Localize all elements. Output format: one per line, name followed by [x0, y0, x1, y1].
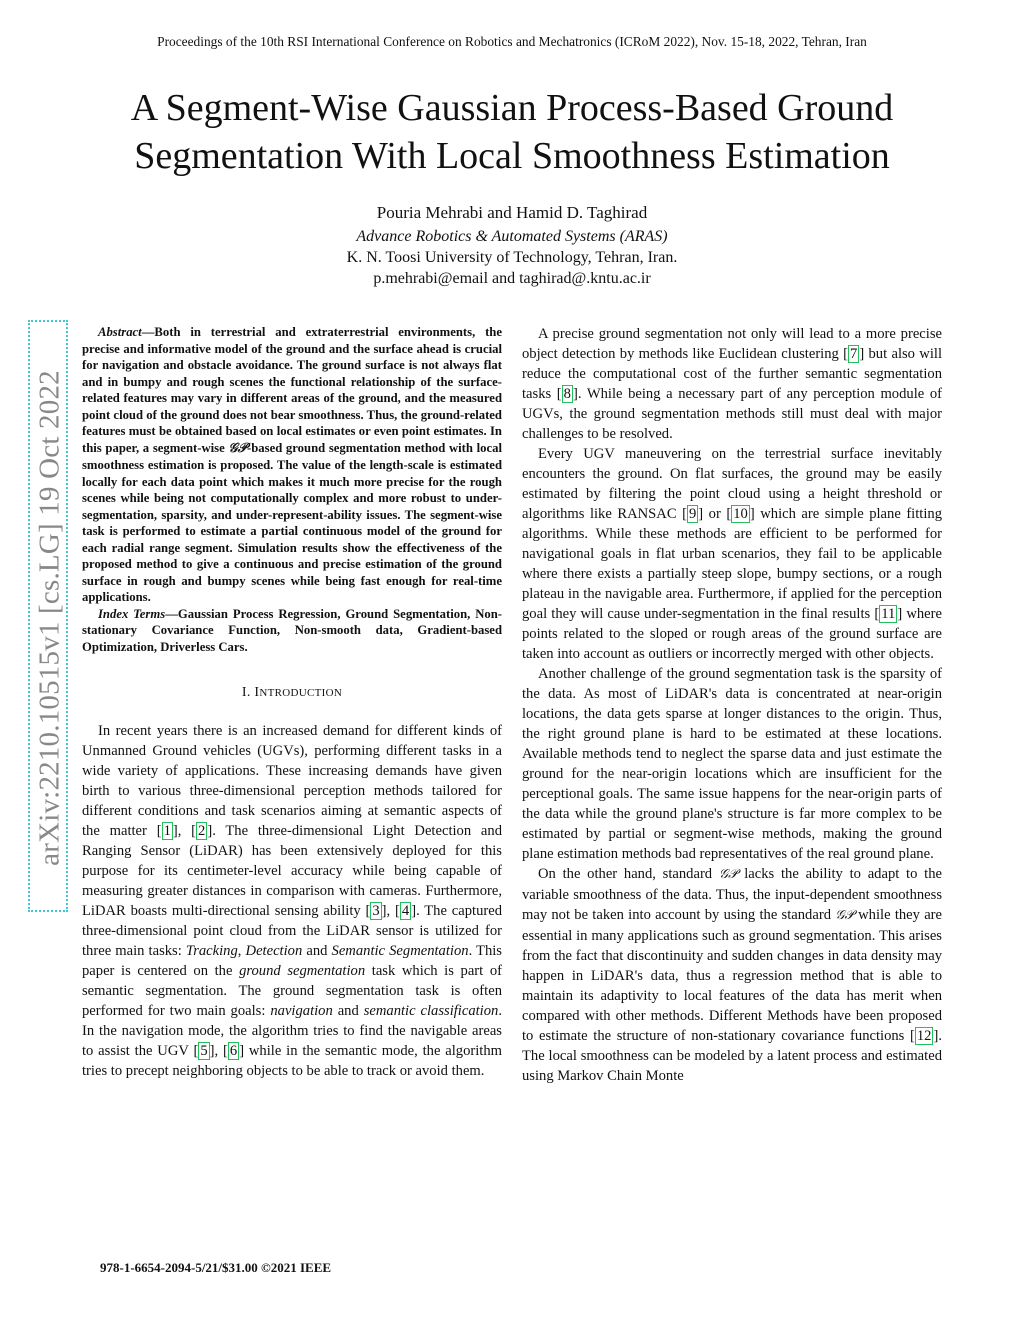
citation-link[interactable]: 8	[563, 386, 571, 402]
section-heading: I. INTRODUCTION	[241, 685, 343, 700]
arxiv-stamp[interactable]	[28, 320, 68, 912]
intro-paragraph: A precise ground segmentation not only will lead to a more precise object detection by methods like Euclidean clustering [ 7 ] but also will reduce the computational cost of the further semantic segmentation tasks [ 8 ]. While being a necessary part of any perception module of UGVs, the ground segmentation methods still must deal with major challenges to be resolved.	[522, 326, 942, 442]
abstract-label: Abstract	[98, 325, 142, 339]
gp-symbol: 𝒢𝒫	[718, 867, 738, 882]
citation-link[interactable]: 5	[200, 1043, 208, 1059]
citation-link[interactable]: 11	[881, 606, 896, 622]
citation-link[interactable]: 2	[198, 823, 206, 839]
author-block	[0, 202, 1024, 289]
citation-link[interactable]: 7	[850, 346, 858, 362]
author-email: p.mehrabi@email and taghirad@.kntu.ac.ir	[373, 270, 651, 287]
citation-link[interactable]: 10	[733, 506, 748, 522]
abstract	[82, 324, 502, 655]
citation-link[interactable]: 3	[372, 903, 380, 919]
gp-symbol: 𝒢𝒫	[228, 440, 248, 456]
intro-paragraph: Every UGV maneuvering on the terrestrial surface inevitably encounters the ground. On flat surfaces, the ground may be easily estimated by filtering the point cloud using a height threshold or algorithms like RANSAC [ 9 ] or [ 10 ] which are simple plane fitting algorithms. While these methods are efficient to be performed for navigational goals in flat urban scenarios, they fail to be applicable where there exists a partially steep slope, bumpy sections, or a rough plateau in the navigable area. Furthermore, if applied for the perception goal they will cause under-segmentation in the final results [ 11 ] where points related to the sloped or rough areas of the ground surface are taken into account as outliers or incorrectly merged with other objects.	[522, 446, 942, 662]
index-terms-label: Index Terms	[98, 606, 166, 621]
conference-header: Proceedings of the 10th RSI International Conference on Robotics and Mechatronics (ICRoM 2022), Nov. 15-18, 2022, Tehran, Iran	[157, 34, 867, 49]
abstract-text: -based ground segmentation method with local smoothness estimation is proposed. The value of the length-scale is estimated locally for each data point which makes it much more precise for the rough scenes while being not computationally complex and more robust to under-segmentation, sparsity, and under-represent-ability issues. The segment-wise task is performed to estimate a partial continuous model of the ground for each radial range segment. Simulation results show the effectiveness of the proposed method to give a continuous and precise estimation of the ground surface in rough and bumpy scenes while being fast enough for real-time applications.	[82, 440, 502, 604]
index-terms-text: —Gaussian Process Regression, Ground Segmentation, Non-stationary Covariance Function, Non-smooth data, Gradient-based Optimization, Driverless Cars.	[82, 606, 502, 654]
citation-link[interactable]: 4	[401, 903, 410, 919]
citation-link[interactable]: 12	[916, 1028, 932, 1044]
intro-paragraph: In recent years there is an increased demand for different kinds of Unmanned Ground vehicles (UGVs), performing different tasks in a wide variety of applications. These increasing demands have given birth to various three-dimensional perception methods tailored for different conditions and task scenarios aiming at semantic aspects of the matter [ 1 ], [ 2 ]. The three-dimensional Light Detection and Ranging Sensor (LiDAR) has been extensively deployed for this purpose for its centimeter-level accuracy while being capable of measuring greater distances in comparison with cameras. Furthermore, LiDAR boasts multi-directional sensing ability [ 3 ], [ 4 ]. The captured three-dimensional point cloud from the LiDAR sensor is utilized for three main tasks: Tracking, Detection and Semantic Segmentation. This paper is centered on the ground segmentation task which is part of semantic segmentation. The ground segmentation task is often performed for two main goals: navigation and semantic classification. In the navigation mode, the algorithm tries to find the navigable areas to assist the UGV [ 5 ], [ 6 ] while in the semantic mode, the algorithm tries to precept neighboring objects to be able to track or avoid them.	[82, 723, 503, 1079]
author-names: Pouria Mehrabi and Hamid D. Taghirad	[376, 203, 648, 222]
citation-link[interactable]: 9	[688, 506, 697, 522]
paper-title: A Segment-Wise Gaussian Process-Based Ground Segmentation With Local Smoothness Estimation	[130, 87, 894, 177]
intro-paragraph: Another challenge of the ground segmentation task is the sparsity of the data. As most of LiDAR's data is concentrated at near-origin locations, the data gets sparse at longer distances to the origin. Thus, the right ground plane is hard to be estimated at these locations. Available methods tend to neglect the sparse data and just estimate the ground for the near-origin locations which are insufficient for the perceptional goals. The same issue happens for the near-origin parts of the data while the ground plane's structure is far more complex to be estimated by partial or segment-wise methods, making the ground plane estimation methods bad representatives of the real ground plane.	[522, 666, 942, 862]
gp-symbol: 𝒢𝒫	[835, 908, 854, 923]
copyright-footer: 978-1-6654-2094-5/21/$31.00 ©2021 IEEE	[100, 1260, 332, 1275]
right-column	[522, 324, 942, 1086]
citation-link[interactable]: 6	[229, 1043, 238, 1059]
intro-paragraph: On the other hand, standard 𝒢𝒫 lacks the ability to adapt to the variable smoothness of the data. Thus, the input-dependent smoothness may not be taken into account by using the standard 𝒢𝒫 while they are essential in many applications such as ground segmentation. This arises from the fact that discontinuity and sudden changes in data density may happen in LiDAR's data, thus a regression method that is able to maintain its adaptivity to local features of the data has merit when compared with other methods. Different Methods have been proposed to estimate the structure of non-stationary covariance functions [ 12 ]. The local smoothness can be modeled by a latent process and estimated using Markov Chain Monte	[522, 866, 943, 1084]
author-institution: K. N. Toosi University of Technology, Tehran, Iran.	[346, 249, 678, 266]
author-affiliation: Advance Robotics & Automated Systems (ARAS)	[356, 228, 668, 245]
abstract-text: —Both in terrestrial and extraterrestrial environments, the precise and informative model of the ground and the surface ahead is crucial for navigation and obstacle avoidance. The ground surface is not always flat and in bumpy and rough scenes the functional relationship of the surface-related features may vary in different areas of the ground, and the measured point cloud of the ground does not bear smoothness. Thus, the ground-related features must be obtained based on local estimates or even point estimates. In this paper, a segment-wise	[82, 325, 502, 455]
citation-link[interactable]: 1	[163, 823, 171, 839]
left-column	[82, 324, 502, 1081]
arxiv-id: arXiv:2210.10515v1 [cs.LG] 19 Oct 2022	[33, 370, 66, 866]
